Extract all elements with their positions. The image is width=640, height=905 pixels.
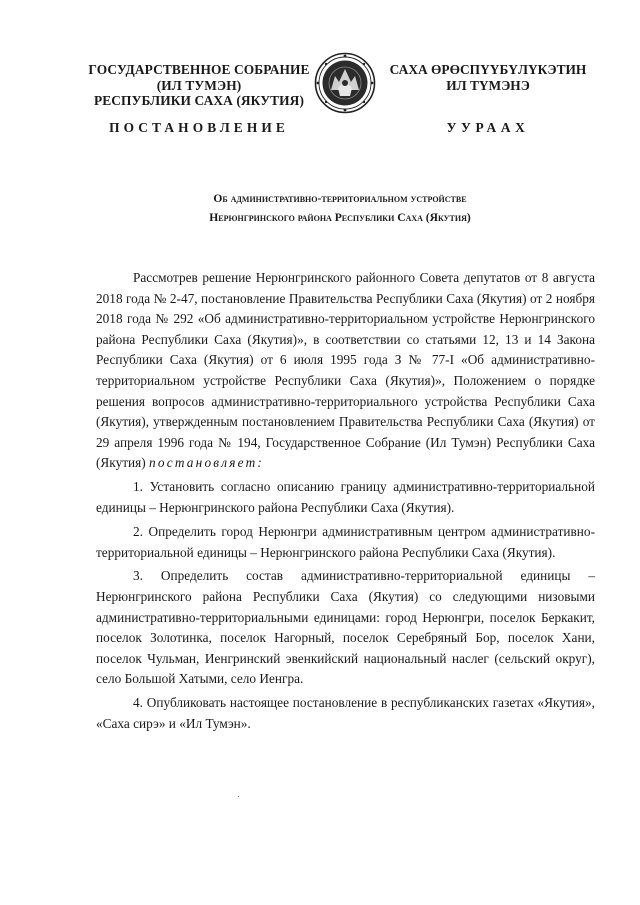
header-left-line-3: РЕСПУБЛИКИ САХА (ЯКУТИЯ)	[93, 93, 305, 108]
sakha-coat-of-arms-icon	[314, 52, 376, 114]
preamble-paragraph	[96, 268, 595, 474]
decree-word: постановляет:	[149, 455, 264, 471]
header-left-line-1: ГОСУДАРСТВЕННОЕ СОБРАНИЕ	[88, 62, 310, 77]
doc-type-russian: ПОСТАНОВЛЕНИЕ	[109, 120, 289, 135]
doc-type-yakut: УУРААХ	[446, 120, 530, 135]
scan-dot	[238, 796, 239, 797]
title-line-2: Нерюнгринского района Республики Саха (Якутия)	[209, 211, 471, 224]
header-left-line-2: (ИЛ ТУМЭН)	[156, 77, 242, 93]
header-right-line-2: ИЛ ТҮМЭНЭ	[446, 77, 530, 93]
item-1-paragraph: 1. Установить согласно описанию границу административно-территориальной единицы – Нерюнгринского района Республики Саха (Якутия).	[96, 479, 595, 515]
header-right-yakut	[384, 62, 592, 93]
preamble-text: Рассмотрев решение Нерюнгринского районного Совета депутатов от 8 августа 2018 года № 2-47, постановление Правительства Республики Саха (Якутия) от 2 ноября 2018 года № 292 «Об административно-территориальном устройстве Нерюнгринского района Республики Саха (Якутия)», в соответствии со статьями 12, 13 и 14 Закона Республики Саха (Якутия) от 6 июля 1995 года З № 77-I «Об административно-территориальном устройстве Республики Саха (Якутия)», Положением о порядке решения вопросов административно-территориального устройства Республики Саха (Якутия), утвержденным постановлением Правительства Республики Саха (Якутия) от 29 апреля 1996 года № 194, Государственное Собрание (Ил Тумэн) Республики Саха (Якутия)	[96, 270, 595, 471]
document-body	[96, 268, 595, 735]
header-left-russian	[88, 62, 310, 109]
document-title	[90, 189, 590, 227]
title-line-1: Об административно-территориальном устройстве	[213, 192, 467, 205]
item-2-paragraph: 2. Определить город Нерюнгри административным центром административно-территориальной единицы – Нерюнгринского района Республики Саха (Якутия).	[96, 523, 595, 560]
header-right-line-1: САХА ӨРӨСПҮҮБҮЛҮКЭТИН	[389, 62, 587, 77]
item-4-paragraph: 4. Опубликовать настоящее постановление в республиканских газетах «Якутия», «Саха сирэ» и «Ил Тумэн».	[96, 695, 595, 732]
item-3-paragraph: 3. Определить состав административно-территориальной единицы – Нерюнгринского района Республики Саха (Якутия) со следующими низовыми административно-территориальными единицами: город Нерюнгри, поселок Беркакит, поселок Золотинка, поселок Нагорный, поселок Серебряный Бор, поселок Хани, поселок Чульман, Иенгринский эвенкийский национальный наслег (сельский округ), село Большой Хатыми, село Иенгра.	[96, 568, 595, 687]
